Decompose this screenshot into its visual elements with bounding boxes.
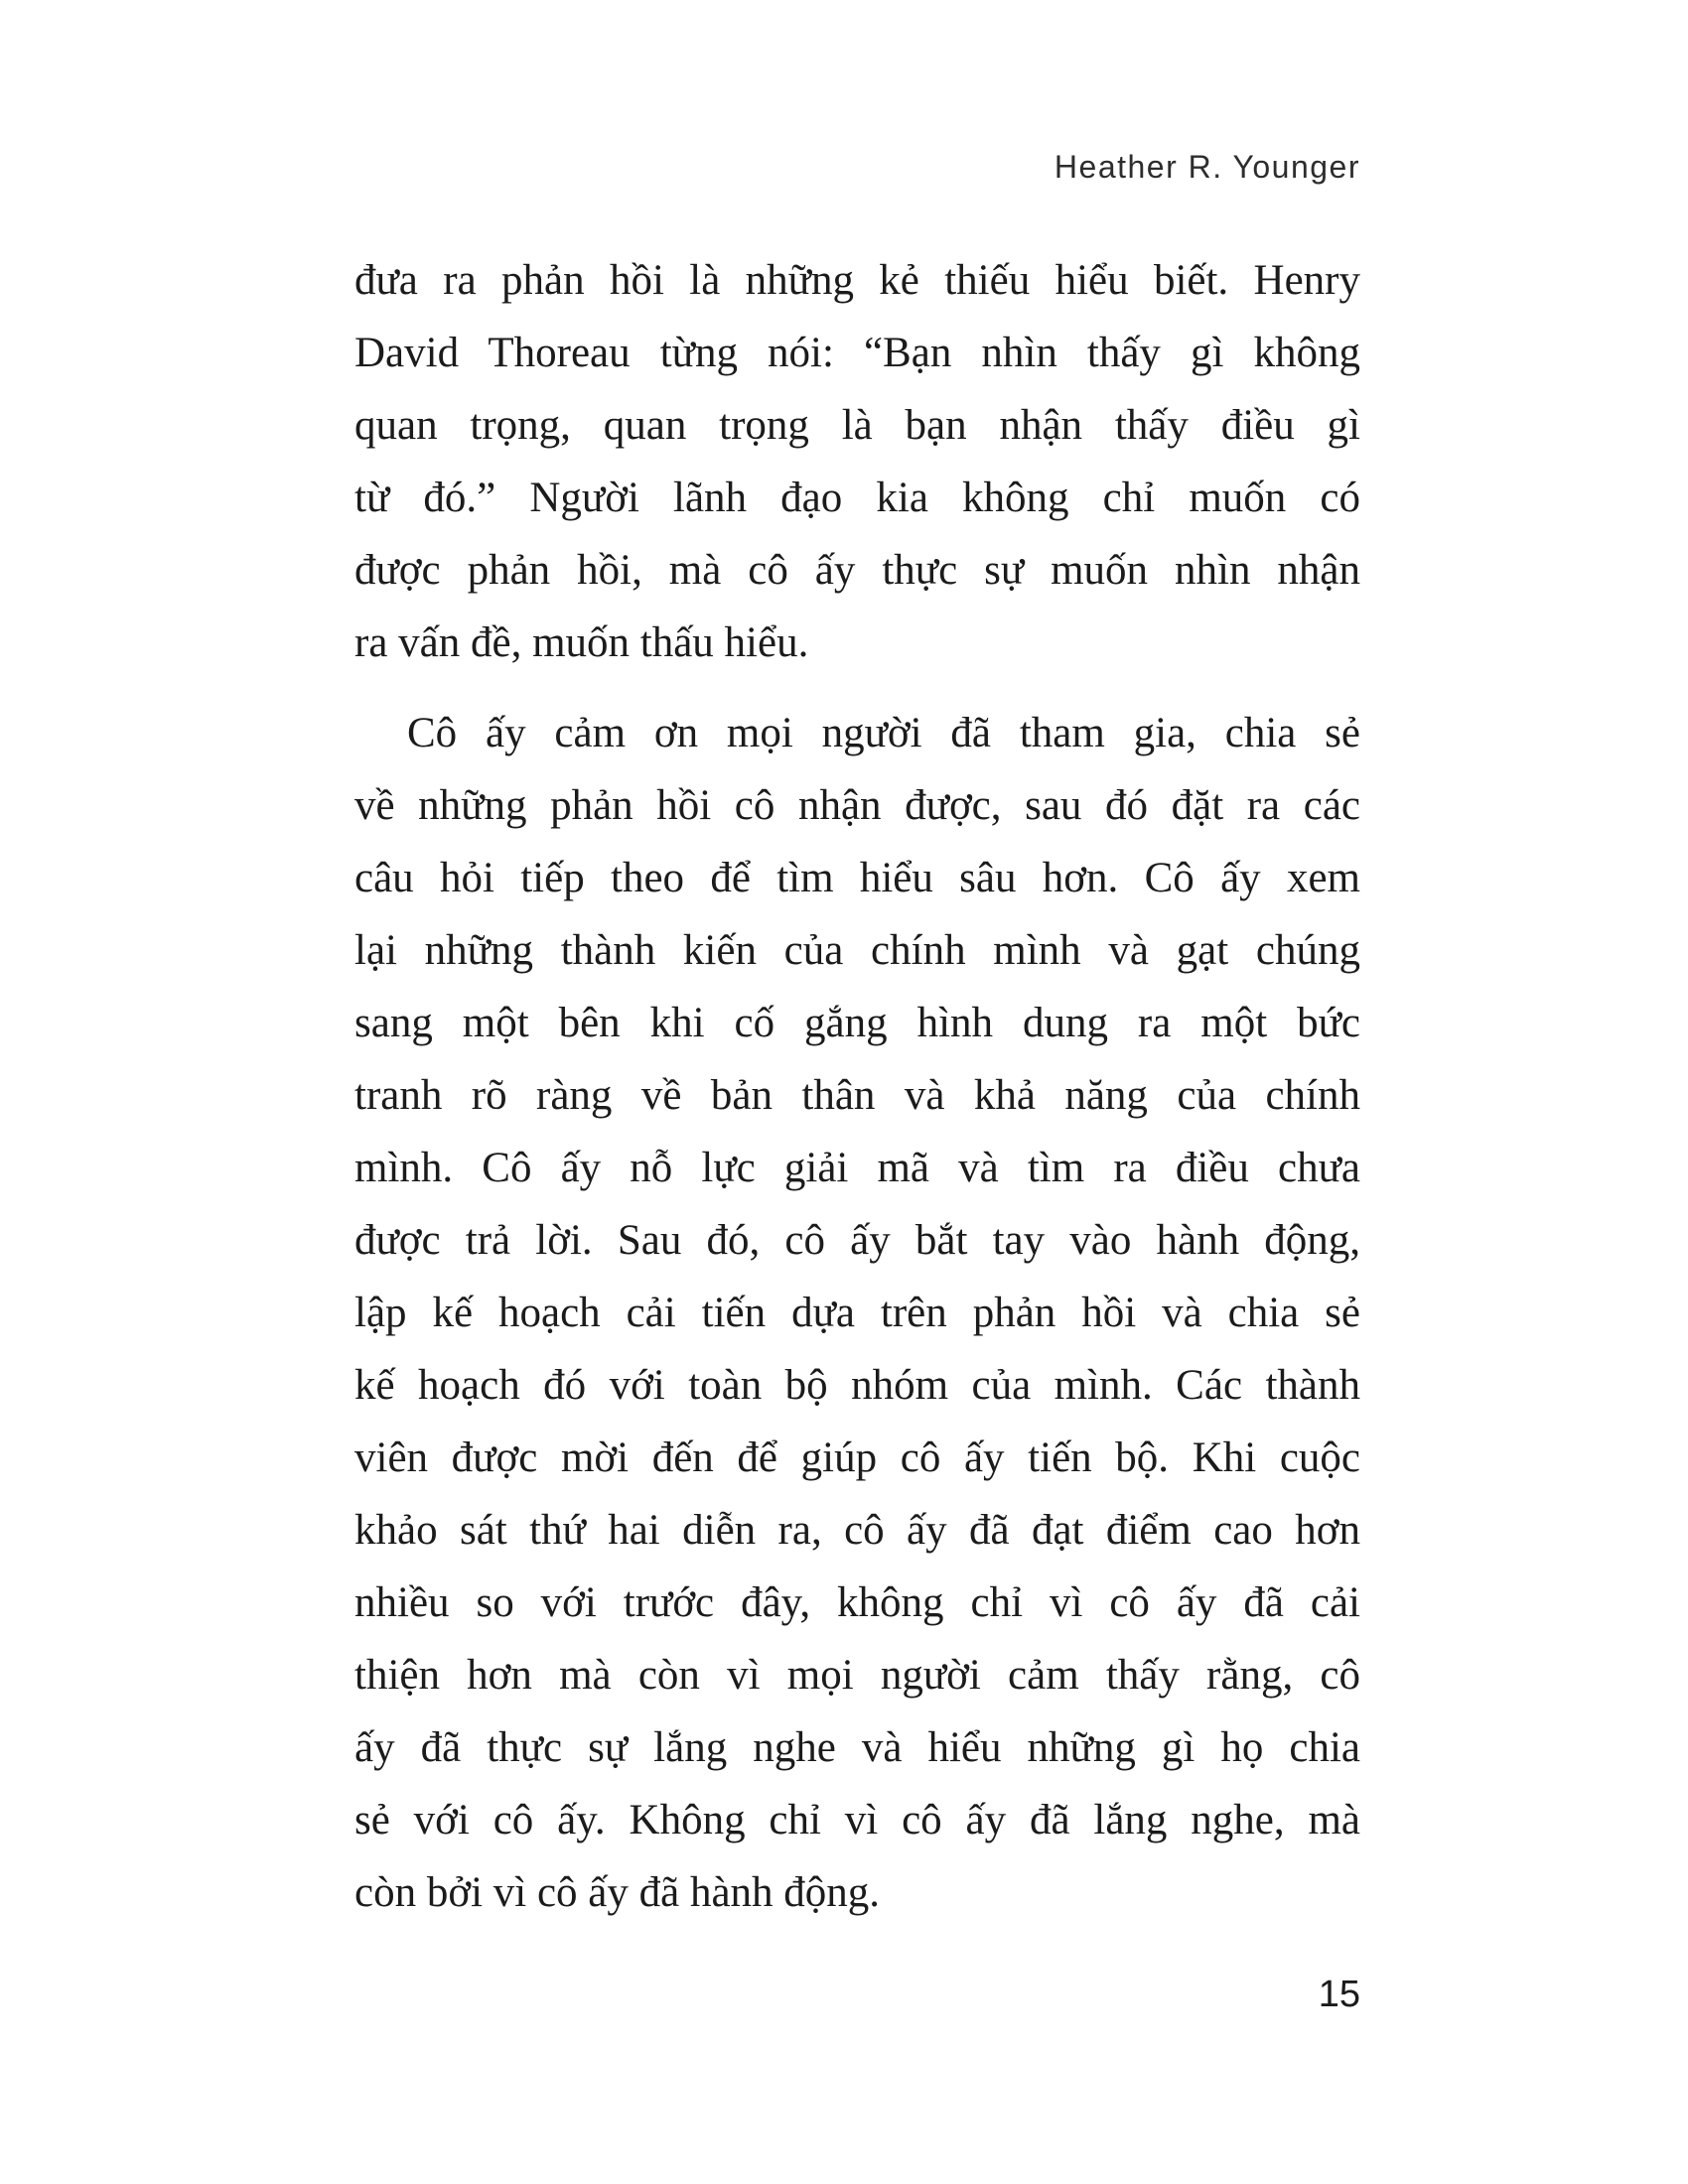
text-line: khảo sát thứ hai diễn ra, cô ấy đã đạt điểm cao hơn [354,1507,1360,1554]
paragraph [354,244,1360,679]
text-line: ra vấn đề, muốn thấu hiểu. [354,619,809,666]
text-block [354,244,1360,1929]
text-line: về những phản hồi cô nhận được, sau đó đặt ra các [354,782,1360,829]
text-line: Cô ấy cảm ơn mọi người đã tham gia, chia sẻ [407,710,1360,756]
paragraph [354,697,1360,1929]
text-line: còn bởi vì cô ấy đã hành động. [354,1869,881,1916]
text-line: sang một bên khi cố gắng hình dung ra một bức [354,1000,1360,1046]
text-line: từ đó.” Người lãnh đạo kia không chỉ muốn có [354,475,1360,521]
text-line: lập kế hoạch cải tiến dựa trên phản hồi và chia sẻ [354,1290,1360,1336]
text-line: đưa ra phản hồi là những kẻ thiếu hiểu biết. Henry [354,257,1360,304]
text-line: mình. Cô ấy nỗ lực giải mã và tìm ra điều chưa [354,1145,1360,1191]
text-line: nhiều so với trước đây, không chỉ vì cô ấy đã cải [354,1579,1360,1626]
text-line: được trả lời. Sau đó, cô ấy bắt tay vào hành động, [354,1217,1360,1264]
running-header: Heather R. Younger [1054,149,1360,185]
text-line: thiện hơn mà còn vì mọi người cảm thấy rằng, cô [354,1652,1360,1699]
text-line: viên được mời đến để giúp cô ấy tiến bộ. Khi cuộc [354,1434,1360,1481]
page-number: 15 [1318,1974,1360,2015]
text-line: David Thoreau từng nói: “Bạn nhìn thấy gì không [354,330,1360,376]
text-line: sẻ với cô ấy. Không chỉ vì cô ấy đã lắng nghe, mà [354,1797,1360,1843]
text-line: câu hỏi tiếp theo để tìm hiểu sâu hơn. Cô ấy xem [354,855,1360,901]
text-line: tranh rõ ràng về bản thân và khả năng của chính [354,1072,1360,1119]
text-line: được phản hồi, mà cô ấy thực sự muốn nhìn nhận [354,547,1360,594]
text-line: ấy đã thực sự lắng nghe và hiểu những gì họ chia [354,1724,1360,1771]
text-line: kế hoạch đó với toàn bộ nhóm của mình. Các thành [354,1362,1360,1409]
text-line: lại những thành kiến của chính mình và gạt chúng [354,927,1360,974]
text-line: quan trọng, quan trọng là bạn nhận thấy điều gì [354,402,1360,449]
